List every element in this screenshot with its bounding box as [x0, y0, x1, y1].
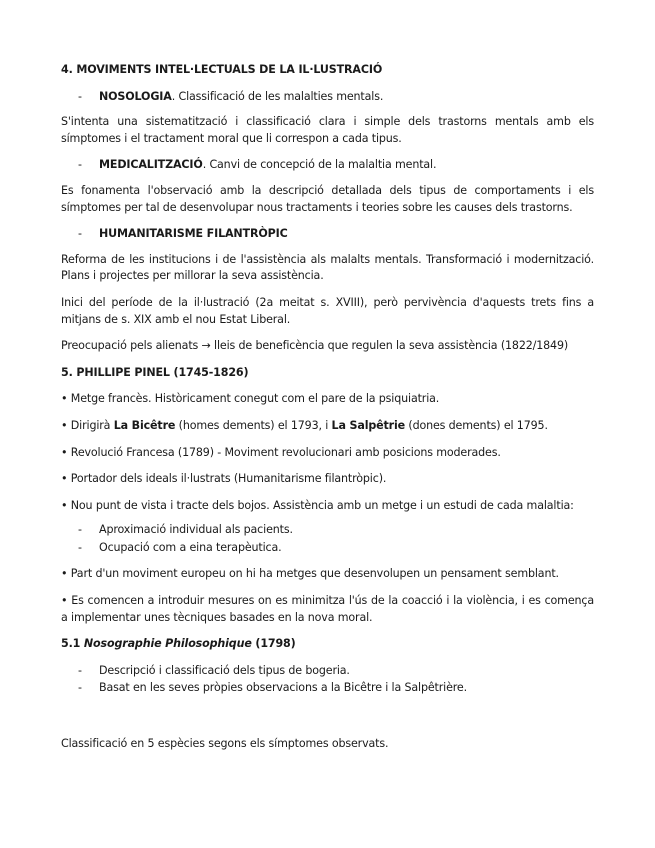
nosographie-title: Nosographie Philosophique [83, 637, 252, 651]
illustracio-period-paragraph: Inici del període de la il·lustració (2a meitat s. XVIII), però pervivència d'aquests trets fins a mitjans de s. XIX amb el nou Estat Liberal. [61, 295, 594, 326]
nosographie-item-1: - Descripció i classificació dels tipus de bogeria. [61, 663, 594, 680]
pinel-bullet-7: • Es comencen a introduir mesures on es minimitza l'ús de la coacció i la violència, i es comença a implementar unes tècniques basades en la nova moral. [61, 594, 594, 624]
spacer [61, 698, 594, 736]
nosologia-definition: . Classificació de les malalties mentals. [171, 89, 384, 103]
medicalitzacio-item [61, 157, 594, 174]
bullet-2-part-1: • Dirigirà [61, 418, 114, 432]
pinel-bullet-3: • Revolució Francesa (1789) - Moviment revolucionari amb posicions moderades. [61, 445, 501, 459]
medicalitzacio-definition: . Canvi de concepció de la malaltia mental. [202, 158, 437, 172]
bicetre-name: La Bicêtre [113, 418, 176, 432]
nosographie-item-2: - Basat en les seves pròpies observacions a la Bicêtre i la Salpêtrière. [61, 680, 594, 697]
humanitarisme-paragraph: Reforma de les institucions i de l'assistència als malalts mentals. Transformació i modernització. Plans i projectes per millorar la seva assistència. [61, 252, 594, 283]
nosologia-term: NOSOLOGIA [99, 89, 172, 103]
pinel-bullet-1: • Metge francès. Històricament conegut com el pare de la psiquiatria. [61, 392, 440, 406]
salpetrie-name: La Salpêtrie [331, 418, 406, 432]
section-4-heading: 4. MOVIMENTS INTEL·LECTUALS DE LA IL·LUSTRACIÓ [61, 63, 383, 76]
humanitarisme-term: HUMANITARISME FILANTRÒPIC [99, 227, 288, 241]
sub-item-aproximacio: - Aproximació individual als pacients. [61, 522, 594, 539]
pinel-bullet-4: • Portador dels ideals il·lustrats (Humanitarisme filantròpic). [61, 472, 387, 486]
bullet-2-part-3: (dones dements) el 1795. [405, 418, 548, 432]
pinel-bullet-6: • Part d'un moviment europeu on hi ha metges que desenvolupen un pensament semblant. [61, 567, 559, 581]
humanitarisme-item [61, 226, 594, 243]
pinel-bullet-5: • Nou punt de vista i tracte dels bojos. Assistència amb un metge i un estudi de cada malaltia: [61, 498, 574, 512]
nosologia-item [61, 89, 594, 106]
section-5-heading: 5. PHILLIPE PINEL (1745-1826) [61, 365, 249, 379]
alienats-paragraph: Preocupació pels alienats → lleis de beneficència que regulen la seva assistència (1822/1849) [61, 339, 569, 353]
medicalitzacio-term: MEDICALITZACIÓ [99, 158, 203, 172]
classification-paragraph: Classificació en 5 espècies segons els símptomes observats. [61, 737, 389, 751]
nosographie-year: (1798) [251, 637, 296, 651]
bullet-2-part-2: (homes dements) el 1793, i [175, 418, 332, 432]
pinel-bullet-2 [61, 418, 594, 435]
section-5-1-heading [61, 636, 594, 653]
section-5-1-number: 5.1 [61, 637, 84, 651]
medicalitzacio-paragraph: Es fonamenta l'observació amb la descripció detallada dels tipus de comportaments i els símptomes per tal de desenvolupar nous tractaments i teories sobre les causes dels trastorns. [61, 183, 594, 214]
nosologia-paragraph: S'intenta una sistematització i classificació clara i simple dels trastorns mentals amb els símptomes i el tractament moral que li correspon a cada tipus. [61, 115, 594, 145]
sub-item-ocupacio: - Ocupació com a eina terapèutica. [61, 540, 594, 557]
